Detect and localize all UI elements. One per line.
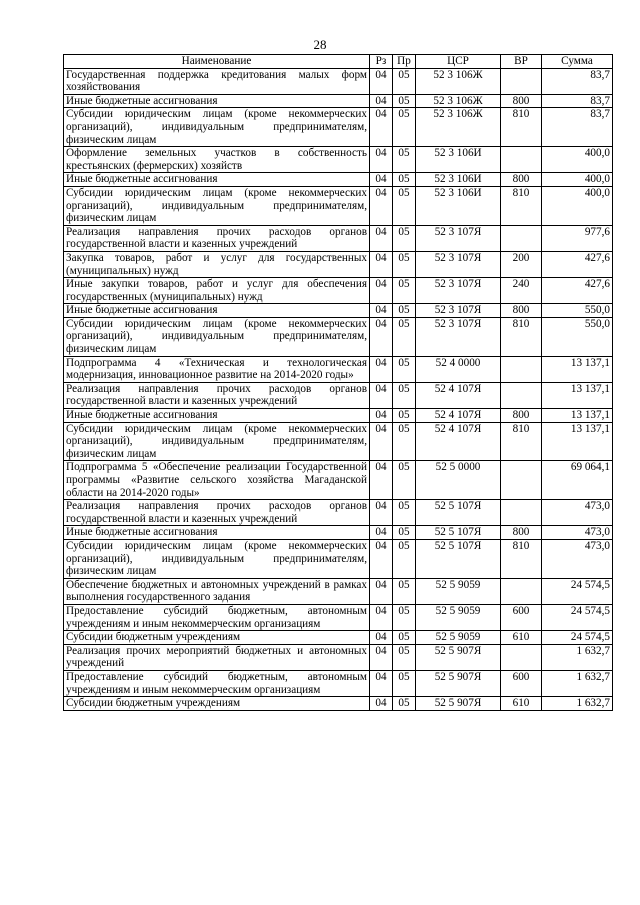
header-name: Наименование xyxy=(64,55,370,69)
cell-sum: 13 137,1 xyxy=(542,382,613,408)
cell-csr: 52 3 107Я xyxy=(416,304,501,318)
cell-pr: 05 xyxy=(393,409,416,423)
table-row xyxy=(64,94,613,108)
table-body xyxy=(64,68,613,710)
cell-name: Иные бюджетные ассигнования xyxy=(64,94,370,108)
cell-pr: 05 xyxy=(393,356,416,382)
cell-sum: 24 574,5 xyxy=(542,578,613,604)
cell-name: Реализация направления прочих расходов органов государственной власти и казенных учреждений xyxy=(64,225,370,251)
table-header-row xyxy=(64,55,613,69)
cell-csr: 52 5 9059 xyxy=(416,578,501,604)
cell-pr: 05 xyxy=(393,539,416,578)
cell-pr: 05 xyxy=(393,422,416,461)
cell-csr: 52 5 907Я xyxy=(416,697,501,711)
cell-csr: 52 4 0000 xyxy=(416,356,501,382)
cell-csr: 52 5 9059 xyxy=(416,604,501,630)
cell-csr: 52 3 106И xyxy=(416,173,501,187)
cell-vr xyxy=(501,461,542,500)
cell-name: Иные бюджетные ассигнования xyxy=(64,304,370,318)
cell-sum: 400,0 xyxy=(542,147,613,173)
cell-rz: 04 xyxy=(370,461,393,500)
cell-name: Подпрограмма 4 «Техническая и технологическая модернизация, инновационное развитие на 2014-2020 годы» xyxy=(64,356,370,382)
cell-csr: 52 5 907Я xyxy=(416,644,501,670)
cell-sum: 83,7 xyxy=(542,68,613,94)
cell-rz: 04 xyxy=(370,409,393,423)
table-row xyxy=(64,461,613,500)
cell-vr xyxy=(501,147,542,173)
cell-csr: 52 5 9059 xyxy=(416,631,501,645)
cell-vr: 610 xyxy=(501,631,542,645)
cell-sum: 13 137,1 xyxy=(542,409,613,423)
cell-csr: 52 3 107Я xyxy=(416,317,501,356)
cell-rz: 04 xyxy=(370,604,393,630)
cell-name: Субсидии юридическим лицам (кроме некоммерческих организаций), индивидуальным предпринимателям, физическим лицам xyxy=(64,539,370,578)
cell-sum: 13 137,1 xyxy=(542,356,613,382)
cell-vr: 810 xyxy=(501,186,542,225)
cell-sum: 24 574,5 xyxy=(542,604,613,630)
cell-sum: 400,0 xyxy=(542,173,613,187)
cell-rz: 04 xyxy=(370,173,393,187)
cell-pr: 05 xyxy=(393,631,416,645)
cell-vr: 810 xyxy=(501,422,542,461)
cell-name: Субсидии юридическим лицам (кроме некоммерческих организаций), индивидуальным предпринимателям, физическим лицам xyxy=(64,422,370,461)
table-row xyxy=(64,108,613,147)
cell-pr: 05 xyxy=(393,147,416,173)
table-row xyxy=(64,578,613,604)
table-row xyxy=(64,186,613,225)
table-row xyxy=(64,317,613,356)
table-row xyxy=(64,500,613,526)
page-number: 28 xyxy=(313,37,327,52)
cell-pr: 05 xyxy=(393,317,416,356)
table-row xyxy=(64,68,613,94)
cell-vr: 800 xyxy=(501,409,542,423)
table-row xyxy=(64,356,613,382)
cell-pr: 05 xyxy=(393,173,416,187)
cell-sum: 1 632,7 xyxy=(542,697,613,711)
table-row xyxy=(64,147,613,173)
table-row xyxy=(64,278,613,304)
cell-name: Субсидии юридическим лицам (кроме некоммерческих организаций), индивидуальным предпринимателям, физическим лицам xyxy=(64,186,370,225)
cell-name: Реализация направления прочих расходов органов государственной власти и казенных учреждений xyxy=(64,382,370,408)
table-row xyxy=(64,644,613,670)
cell-pr: 05 xyxy=(393,697,416,711)
cell-name: Предоставление субсидий бюджетным, автономным учреждениям и иным некоммерческим организациям xyxy=(64,670,370,696)
cell-pr: 05 xyxy=(393,68,416,94)
cell-vr xyxy=(501,500,542,526)
cell-name: Обеспечение бюджетных и автономных учреждений в рамках выполнения государственного задания xyxy=(64,578,370,604)
cell-csr: 52 3 106И xyxy=(416,186,501,225)
cell-csr: 52 3 106И xyxy=(416,147,501,173)
cell-rz: 04 xyxy=(370,94,393,108)
cell-pr: 05 xyxy=(393,578,416,604)
cell-rz: 04 xyxy=(370,356,393,382)
cell-vr xyxy=(501,68,542,94)
cell-csr: 52 3 107Я xyxy=(416,251,501,277)
cell-rz: 04 xyxy=(370,644,393,670)
cell-rz: 04 xyxy=(370,539,393,578)
cell-pr: 05 xyxy=(393,186,416,225)
table-row xyxy=(64,631,613,645)
cell-csr: 52 4 107Я xyxy=(416,422,501,461)
cell-name: Государственная поддержка кредитования малых форм хозяйствования xyxy=(64,68,370,94)
table-row xyxy=(64,173,613,187)
cell-vr xyxy=(501,382,542,408)
cell-rz: 04 xyxy=(370,147,393,173)
cell-sum: 473,0 xyxy=(542,539,613,578)
cell-sum: 550,0 xyxy=(542,317,613,356)
cell-vr: 810 xyxy=(501,317,542,356)
table-row xyxy=(64,539,613,578)
table-row xyxy=(64,251,613,277)
cell-rz: 04 xyxy=(370,186,393,225)
table-row xyxy=(64,382,613,408)
cell-sum: 473,0 xyxy=(542,526,613,540)
cell-name: Закупка товаров, работ и услуг для государственных (муниципальных) нужд xyxy=(64,251,370,277)
cell-vr: 240 xyxy=(501,278,542,304)
cell-rz: 04 xyxy=(370,304,393,318)
cell-csr: 52 4 107Я xyxy=(416,382,501,408)
cell-name: Иные бюджетные ассигнования xyxy=(64,173,370,187)
cell-csr: 52 5 107Я xyxy=(416,526,501,540)
cell-rz: 04 xyxy=(370,68,393,94)
header-vr: ВР xyxy=(501,55,542,69)
cell-csr: 52 5 907Я xyxy=(416,670,501,696)
cell-rz: 04 xyxy=(370,697,393,711)
cell-vr xyxy=(501,644,542,670)
cell-pr: 05 xyxy=(393,304,416,318)
cell-sum: 427,6 xyxy=(542,278,613,304)
cell-pr: 05 xyxy=(393,644,416,670)
cell-rz: 04 xyxy=(370,317,393,356)
table-row xyxy=(64,526,613,540)
cell-sum: 427,6 xyxy=(542,251,613,277)
cell-vr: 600 xyxy=(501,670,542,696)
cell-csr: 52 3 106Ж xyxy=(416,94,501,108)
cell-csr: 52 3 106Ж xyxy=(416,108,501,147)
cell-name: Субсидии бюджетным учреждениям xyxy=(64,697,370,711)
cell-pr: 05 xyxy=(393,251,416,277)
header-csr: ЦСР xyxy=(416,55,501,69)
cell-csr: 52 3 107Я xyxy=(416,225,501,251)
cell-rz: 04 xyxy=(370,382,393,408)
cell-rz: 04 xyxy=(370,278,393,304)
table-row xyxy=(64,225,613,251)
cell-csr: 52 5 107Я xyxy=(416,500,501,526)
cell-rz: 04 xyxy=(370,500,393,526)
table-row xyxy=(64,604,613,630)
cell-rz: 04 xyxy=(370,631,393,645)
cell-sum: 1 632,7 xyxy=(542,670,613,696)
table-row xyxy=(64,670,613,696)
cell-sum: 24 574,5 xyxy=(542,631,613,645)
cell-name: Иные бюджетные ассигнования xyxy=(64,409,370,423)
table-row xyxy=(64,409,613,423)
cell-sum: 83,7 xyxy=(542,94,613,108)
cell-rz: 04 xyxy=(370,670,393,696)
cell-vr: 800 xyxy=(501,526,542,540)
cell-sum: 977,6 xyxy=(542,225,613,251)
cell-pr: 05 xyxy=(393,461,416,500)
cell-vr: 800 xyxy=(501,94,542,108)
cell-vr: 610 xyxy=(501,697,542,711)
cell-sum: 550,0 xyxy=(542,304,613,318)
cell-pr: 05 xyxy=(393,94,416,108)
cell-pr: 05 xyxy=(393,604,416,630)
cell-vr: 800 xyxy=(501,304,542,318)
cell-csr: 52 5 0000 xyxy=(416,461,501,500)
cell-vr: 810 xyxy=(501,108,542,147)
header-sum: Сумма xyxy=(542,55,613,69)
table-row xyxy=(64,304,613,318)
cell-pr: 05 xyxy=(393,108,416,147)
cell-pr: 05 xyxy=(393,500,416,526)
cell-name: Реализация прочих мероприятий бюджетных и автономных учреждений xyxy=(64,644,370,670)
cell-csr: 52 3 107Я xyxy=(416,278,501,304)
cell-name: Подпрограмма 5 «Обеспечение реализации Государственной программы «Развитие сельского хозяйства Магаданской области на 2014-2020 годы» xyxy=(64,461,370,500)
cell-rz: 04 xyxy=(370,108,393,147)
cell-sum: 1 632,7 xyxy=(542,644,613,670)
cell-csr: 52 3 106Ж xyxy=(416,68,501,94)
cell-name: Оформление земельных участков в собственность крестьянских (фермерских) хозяйств xyxy=(64,147,370,173)
cell-vr: 600 xyxy=(501,604,542,630)
cell-csr: 52 4 107Я xyxy=(416,409,501,423)
cell-name: Субсидии юридическим лицам (кроме некоммерческих организаций), индивидуальным предпринимателям, физическим лицам xyxy=(64,317,370,356)
cell-name: Предоставление субсидий бюджетным, автономным учреждениям и иным некоммерческим организациям xyxy=(64,604,370,630)
cell-sum: 13 137,1 xyxy=(542,422,613,461)
cell-vr: 200 xyxy=(501,251,542,277)
cell-vr xyxy=(501,578,542,604)
cell-sum: 83,7 xyxy=(542,108,613,147)
cell-rz: 04 xyxy=(370,422,393,461)
header-rz: Рз xyxy=(370,55,393,69)
cell-vr xyxy=(501,225,542,251)
cell-sum: 69 064,1 xyxy=(542,461,613,500)
cell-rz: 04 xyxy=(370,251,393,277)
cell-sum: 400,0 xyxy=(542,186,613,225)
table-row xyxy=(64,422,613,461)
cell-vr: 800 xyxy=(501,173,542,187)
cell-name: Иные бюджетные ассигнования xyxy=(64,526,370,540)
cell-rz: 04 xyxy=(370,225,393,251)
cell-name: Субсидии юридическим лицам (кроме некоммерческих организаций), индивидуальным предпринимателям, физическим лицам xyxy=(64,108,370,147)
cell-rz: 04 xyxy=(370,526,393,540)
cell-name: Иные закупки товаров, работ и услуг для обеспечения государственных (муниципальных) нужд xyxy=(64,278,370,304)
cell-name: Субсидии бюджетным учреждениям xyxy=(64,631,370,645)
cell-pr: 05 xyxy=(393,526,416,540)
budget-table xyxy=(63,54,613,711)
cell-pr: 05 xyxy=(393,225,416,251)
cell-sum: 473,0 xyxy=(542,500,613,526)
cell-csr: 52 5 107Я xyxy=(416,539,501,578)
cell-name: Реализация направления прочих расходов органов государственной власти и казенных учреждений xyxy=(64,500,370,526)
cell-rz: 04 xyxy=(370,578,393,604)
header-pr: Пр xyxy=(393,55,416,69)
cell-pr: 05 xyxy=(393,382,416,408)
table-row xyxy=(64,697,613,711)
cell-pr: 05 xyxy=(393,670,416,696)
cell-vr: 810 xyxy=(501,539,542,578)
cell-pr: 05 xyxy=(393,278,416,304)
cell-vr xyxy=(501,356,542,382)
